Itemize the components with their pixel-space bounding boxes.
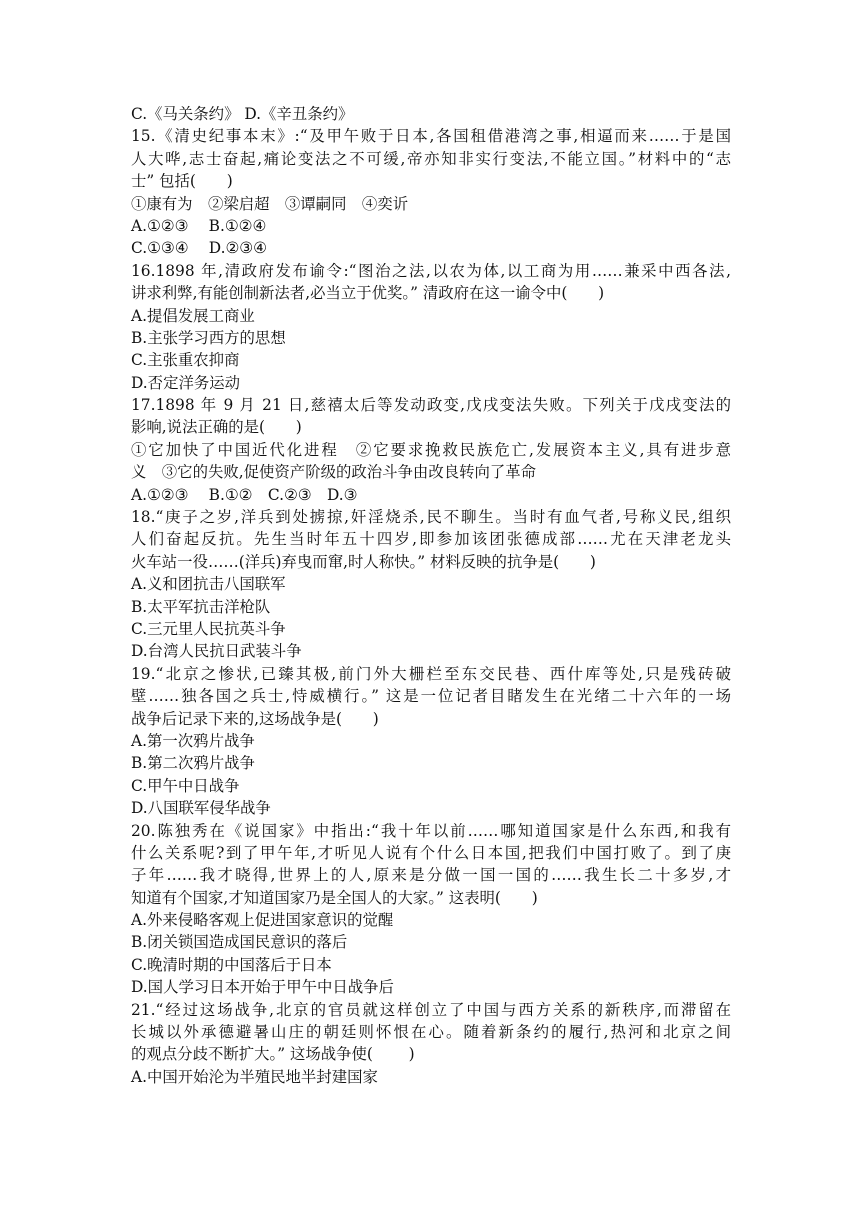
text-line: 17.1898 年 9 月 21 日,慈禧太后等发动政变,戊戌变法失败。下列关于戊戌变法的	[131, 396, 731, 415]
text-line: 16.1898 年,清政府发布谕令:“图治之法,以农为体,以工商为用……兼采中西各法,	[131, 261, 731, 280]
text-line: 20.陈独秀在《说国家》中指出:“我十年以前……哪知道国家是什么东西,和我有	[131, 821, 731, 840]
text-line: 的观点分歧不断扩大。” 这场战争使( )	[131, 1045, 415, 1064]
text-line: A.①②③ B.①②④	[131, 216, 267, 235]
text-line: C.甲午中日战争	[131, 776, 240, 795]
text-line: B.第二次鸦片战争	[131, 754, 255, 773]
text-line: 火车站一役……(洋兵)弃曳而窜,时人称快。” 材料反映的抗争是( )	[131, 552, 596, 571]
text-line: ①它加快了中国近代化进程 ②它要求挽救民族危亡,发展资本主义,具有进步意	[131, 440, 731, 459]
text-line: A.第一次鸦片战争	[131, 731, 255, 750]
text-line: B.太平军抗击洋枪队	[131, 597, 271, 616]
text-line: ①康有为 ②梁启超 ③谭嗣同 ④奕䜣	[131, 194, 409, 213]
text-line: 21.“经过这场战争,北京的官员就这样创立了中国与西方关系的新秩序,而滞留在	[131, 1000, 731, 1019]
text-line: 士” 包括( )	[131, 172, 233, 191]
text-line: D.八国联军侵华战争	[131, 799, 271, 818]
text-line: B.主张学习西方的思想	[131, 328, 286, 347]
text-line: 义 ③它的失败,促使资产阶级的政治斗争由改良转向了革命	[131, 463, 537, 482]
text-line: 18.“庚子之岁,洋兵到处掳掠,奸淫烧杀,民不聊生。当时有血气者,号称义民,组织	[131, 508, 731, 527]
text-line: 战争后记录下来的,这场战争是( )	[131, 709, 379, 728]
text-line: C.三元里人民抗英斗争	[131, 619, 286, 638]
text-line: A.提倡发展工商业	[131, 306, 255, 325]
text-line: D.台湾人民抗日武装斗争	[131, 642, 302, 661]
text-line: C.①③④ D.②③④	[131, 239, 267, 258]
text-line: 讲求利弊,有能创制新法者,必当立于优奖。” 清政府在这一谕令中( )	[131, 284, 605, 303]
text-line: D.否定洋务运动	[131, 373, 241, 392]
text-line: C.晚清时期的中国落后于日本	[131, 955, 332, 974]
text-line: 长城以外承德避暑山庄的朝廷则怀恨在心。随着新条约的履行,热河和北京之间	[131, 1023, 731, 1042]
text-line: D.国人学习日本开始于甲午中日战争后	[131, 978, 394, 997]
text-line: A.①②③ B.①② C.②③ D.③	[131, 485, 358, 504]
text-line: 人大哗,志士奋起,痛论变法之不可缓,帝亦知非实行变法,不能立国。”材料中的“志	[131, 149, 731, 168]
text-line: C.《马关条约》 D.《辛丑条约》	[131, 105, 354, 123]
text-line: 19.“北京之惨状,已臻其极,前门外大栅栏至东交民巷、西什库等处,只是残砖破	[131, 664, 731, 683]
text-line: A.义和团抗击八国联军	[131, 575, 286, 594]
text-line: 15.《清史纪事本末》:“及甲午败于日本,各国租借港湾之事,相逼而来……于是国	[131, 127, 731, 146]
text-line: C.主张重农抑商	[131, 351, 240, 370]
text-line: 人们奋起反抗。先生当时年五十四岁,即参加该团张德成部……尤在天津老龙头	[131, 530, 731, 549]
text-line: 什么关系呢?到了甲午年,才听见人说有个什么日本国,把我们中国打败了。到了庚	[131, 843, 731, 862]
text-line: 子年……我才晓得,世界上的人,原来是分做一国一国的……我生长二十多岁,才	[131, 866, 731, 885]
text-line: 壁……独各国之兵士,恃威横行。” 这是一位记者目睹发生在光绪二十六年的一场	[131, 687, 731, 706]
text-line: A.中国开始沦为半殖民地半封建国家	[131, 1067, 378, 1086]
text-line: 知道有个国家,才知道国家乃是全国人的大家。” 这表明( )	[131, 888, 538, 907]
text-line: B.闭关锁国造成国民意识的落后	[131, 933, 348, 952]
text-line: 影响,说法正确的是( )	[131, 418, 302, 437]
text-line: A.外来侵略客观上促进国家意识的觉醒	[131, 911, 394, 930]
document-page	[131, 103, 731, 1088]
